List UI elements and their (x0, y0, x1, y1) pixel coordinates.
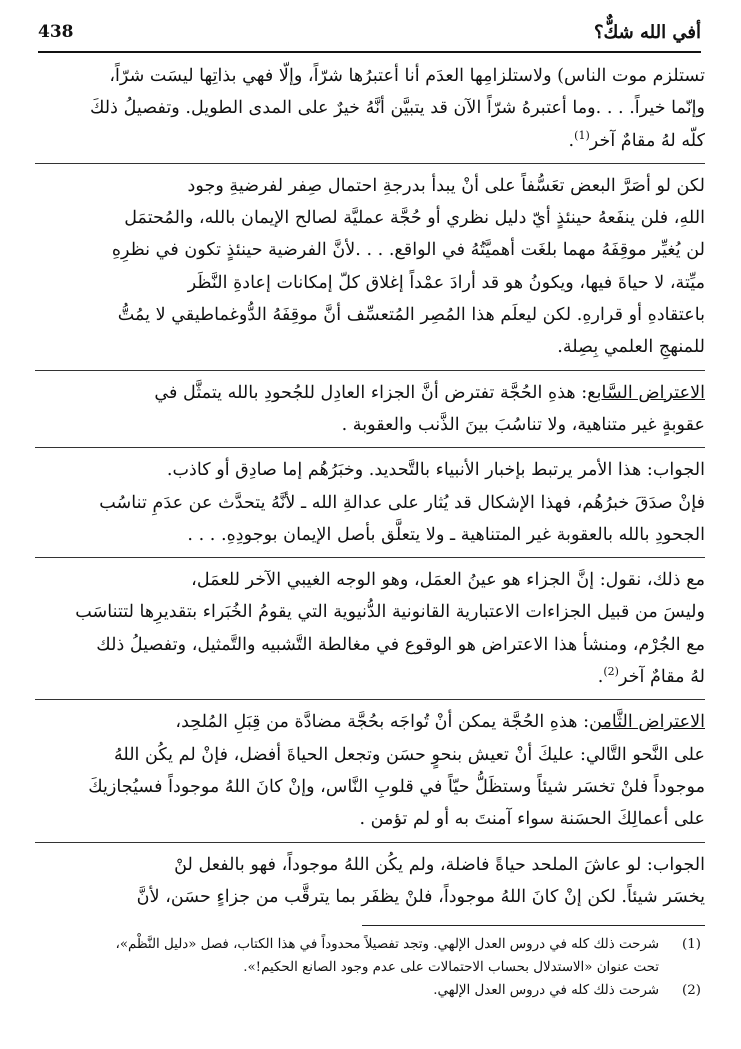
text-line: فإنْ صدَقَ خبرُهُم، فهذا الإشكال قد يُثار على عدالةِ الله ـ لأنَّهُ يتحدَّث عن عدَمِ تناسُب (99, 492, 705, 513)
text-line: لهُ مقامٌ آخر$^{(2)}$. (597, 665, 705, 688)
footnotes (36, 933, 705, 1002)
text-line: لن يُغيِّر موقِفَهُ مهما بلغَت أهميَّتُهُ في الواقع. . . .لأنَّ الفرضية حينئذٍ تكون في نظرِهِ (111, 240, 705, 261)
text-line: اللهِ، فلن ينفَعهُ حينئذٍ أيّ دليل نظري أو حُجَّة عمليَّة لصالح الإيمان بالله، والمُحتمَل (124, 208, 705, 229)
text-line: مع ذلك، نقول: إنَّ الجزاء هو عينُ العمَل، وهو الوجه الغيبي الآخر للعمَل، (191, 570, 705, 591)
answer (35, 454, 705, 558)
text-line: شرحت ذلك كله في دروس العدل الإلهي. (433, 983, 659, 998)
objection-seven (35, 377, 705, 449)
footnote (36, 979, 705, 1002)
footnote (36, 933, 705, 979)
text-line: على أعمالِكَ الحسَنة سواء آمنتَ به أو لم تؤمن . (359, 809, 705, 830)
text-line: شرحت ذلك كله في دروس العدل الإلهي. وتجد تفصيلاً محدوداً في هذا الكتاب، فصل «دليل النَّظْم»، (115, 937, 659, 952)
text-line: مع الجُرْم، ومنشأ هذا الاعتراض هو الوقوع في مغالطة التَّشبيه والتَّمثيل، وتفصيلُ ذلك (96, 634, 705, 655)
text-line: الجواب: لو عاشَ الملحد حياةً فاضلة، ولم يكُن اللهُ موجوداً، فهو بالفعل لنْ (174, 854, 705, 875)
objection-label: الاعتراض الثَّامن (589, 712, 705, 733)
text-line: الجحودِ بالله بالعقوبة غير المتناهية ـ ولا يتعلَّق بأصل الإيمان بوجودِهِ. . . . (187, 524, 705, 545)
paragraph (35, 170, 705, 371)
text-line: موجوداً فلنْ تخسَر شيئاً وستظَلُّ حيّاً في قلوبِ النَّاس، وإنْ كانَ اللهُ موجوداً فسيُجازيكَ (88, 776, 705, 797)
text-line: عقوبةٍ غير متناهية، ولا تناسُبَ بينَ الذَّنب والعقوبة . (341, 414, 705, 435)
text-line: تحت عنوان «الاستدلال بحساب الاحتمالات على عدم وجود الصانع الحكيم!». (243, 960, 659, 975)
page-header (38, 22, 701, 52)
answer (35, 849, 705, 920)
footnote-number: (2) (682, 983, 701, 998)
text-line: كلّه لهُ مقامٌ آخر$^{(1)}$. (568, 128, 705, 151)
text-line: الاعتراض الثَّامن: هذهِ الحُجَّة يمكن أنْ تُواجَه بحُجَّة مضادَّة من قِبَلِ المُلحِد، (175, 712, 705, 733)
running-title: أفي الله شكٌّ؟ (593, 22, 701, 43)
text-line: على النَّحو التَّالي: عليكَ أنْ تعيش بنحوٍ حسَن وتجعل الحياةَ أفضل، فإنْ لم يكُن اللهُ (113, 744, 705, 765)
text-line: الاعتراض السَّابع: هذهِ الحُجَّة تفترض أنَّ الجزاء العادِل للجُحودِ بالله يتمثَّل في (154, 382, 705, 403)
footnote-rule (362, 925, 705, 926)
text-line: باعتقادهِ أو قرارهِ. لكن ليعلَم هذا المُصِر المُتعسِّف أنَّ موقِفَهُ الدُّوغماطيقي لا يمُتُّ (117, 305, 705, 326)
text-line: للمنهجِ العلمي بِصِلة. (557, 337, 705, 358)
text-line: وليسَ من قبيل الجزاءات الاعتبارية القانونية الدُّنيوية التي يقومُ الخُبَراء بتقديرِها لتتناسَب (75, 602, 705, 623)
footnote-ref[interactable]: (1) (574, 128, 590, 142)
body-text (35, 60, 705, 919)
objection-label: الاعتراض السَّابع (587, 382, 705, 403)
paragraph (35, 60, 705, 164)
text-line: تستلزم موت الناس) ولاستلزامِها العدَم أنا أعتبرُها شرّاً، وإلّا فهي بذاتِها ليسَت شرّاً، (109, 66, 705, 86)
objection-eight (35, 706, 705, 842)
footnote-ref[interactable]: (2) (603, 665, 619, 679)
text-line: يخسَر شيئاً. لكن إنْ كانَ اللهُ موجوداً، فلنْ يظفَر بما يترقَّب من جزاءٍ حسَن، لأنَّ (136, 886, 705, 907)
text-line: لكن لو أصَرَّ البعض تعَسُّفاً على أنْ يبدأ بدرجةِ احتمال صِفر لفرضيةِ وجود (187, 175, 705, 196)
text-line: الجواب: هذا الأمر يرتبط بإخبار الأنبياء بالتَّحديد. وخبَرُهُم إما صادِق أو كاذب. (166, 460, 705, 481)
text-line: ميِّتة، لا حياةَ فيها، ويكونُ هو قد أرادَ عمْداً إغلاق كلّ إمكانات إعادةِ النَّظَر (187, 272, 705, 293)
footnote-number: (1) (682, 937, 701, 952)
page-number: 438 (38, 22, 74, 42)
header-rule (38, 51, 701, 53)
text-line: وإنّما خيراً. . . .وما أعتبرهُ شرّاً الآن قد يتبيَّن أنَّهُ خيرٌ على المدى الطويل. وتفصيلُ ذلكَ (89, 98, 705, 119)
paragraph (35, 564, 705, 700)
